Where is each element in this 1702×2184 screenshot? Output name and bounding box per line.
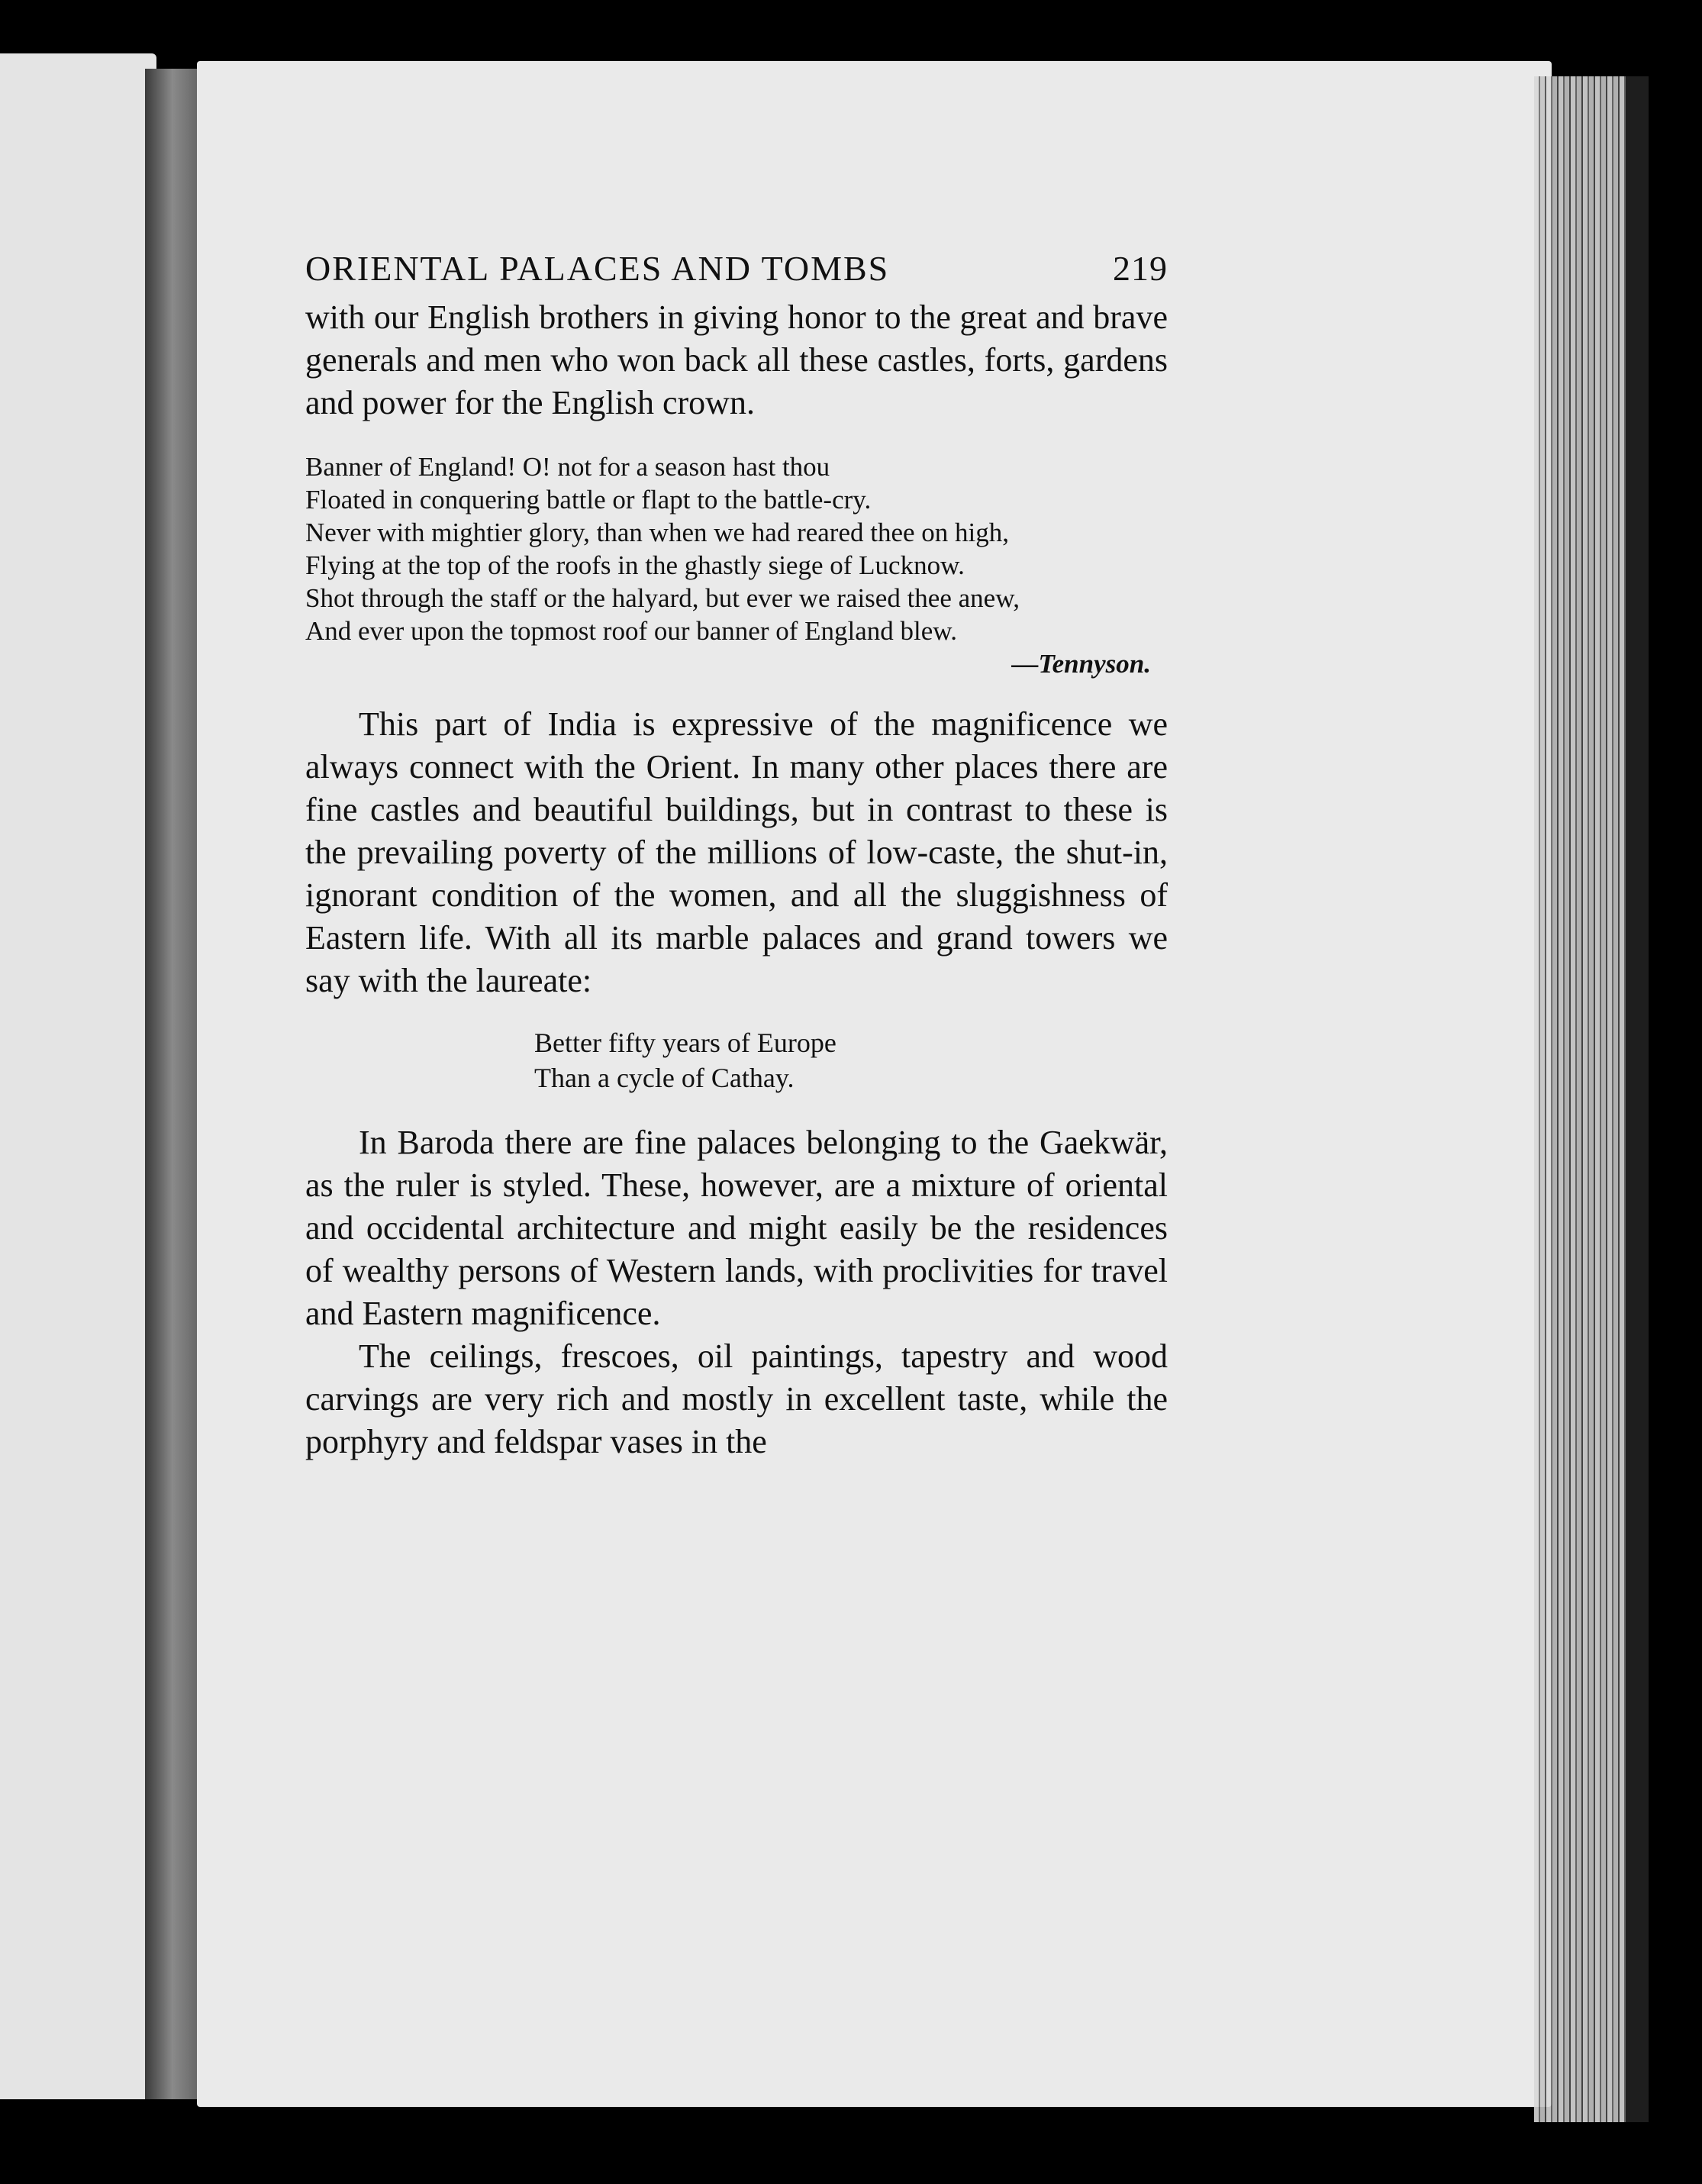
paragraph-baroda: In Baroda there are fine palaces belonging to the Gaekwär, as the ruler is styled. These, however, are a mixture of oriental and occidental architecture and might easily be the residences of wealthy persons of Western lands, with proclivities for travel and Eastern magnificence. [305, 1124, 1168, 1332]
page-text [305, 248, 1168, 1463]
poem-line: And ever upon the topmost roof our banner of England blew. [305, 616, 958, 646]
running-head [305, 248, 1168, 289]
couplet-line: Better fifty years of Europe [534, 1027, 836, 1058]
page-number: 219 [1113, 249, 1168, 288]
poem-line: Never with mightier glory, than when we had reared thee on high, [305, 518, 1010, 547]
paragraph-india: This part of India is expressive of the magnificence we always connect with the Orient. In many other places there are fine castles and beautiful buildings, but in contrast to these is the prevailing poverty of the millions of low-caste, the shut-in, ignorant condition of the women, and all the sluggishness of Eastern life. With all its marble palaces and grand towers we say with the laureate: [305, 705, 1168, 999]
poem-line: Flying at the top of the roofs in the ghastly siege of Lucknow. [305, 550, 965, 580]
poem-line: Shot through the staff or the halyard, but ever we raised thee anew, [305, 583, 1020, 613]
prose-section-1 [305, 296, 1168, 424]
prose-section-3 [305, 1121, 1168, 1463]
right-page-edges [1534, 76, 1649, 2122]
paragraph-continued: with our English brothers in giving honor to the great and brave generals and men who won back all these castles, forts, gardens and power for the English crown. [305, 298, 1168, 421]
poem-line: Floated in conquering battle or flapt to the battle-cry. [305, 485, 872, 515]
running-head-title: ORIENTAL PALACES AND TOMBS [305, 249, 890, 288]
paragraph-ceilings: The ceilings, frescoes, oil paintings, tapestry and wood carvings are very rich and mostly in excellent taste, while the porphyry and feldspar vases in the [305, 1337, 1168, 1460]
left-page-edge [0, 53, 156, 2099]
couplet-line: Than a cycle of Cathay. [534, 1063, 795, 1093]
couplet-quotation [534, 1025, 1168, 1095]
prose-section-2 [305, 703, 1168, 1002]
poem-attribution: —Tennyson. [1011, 649, 1151, 679]
poem-quotation [305, 450, 1168, 680]
poem-line: Banner of England! O! not for a season hast thou [305, 452, 830, 482]
